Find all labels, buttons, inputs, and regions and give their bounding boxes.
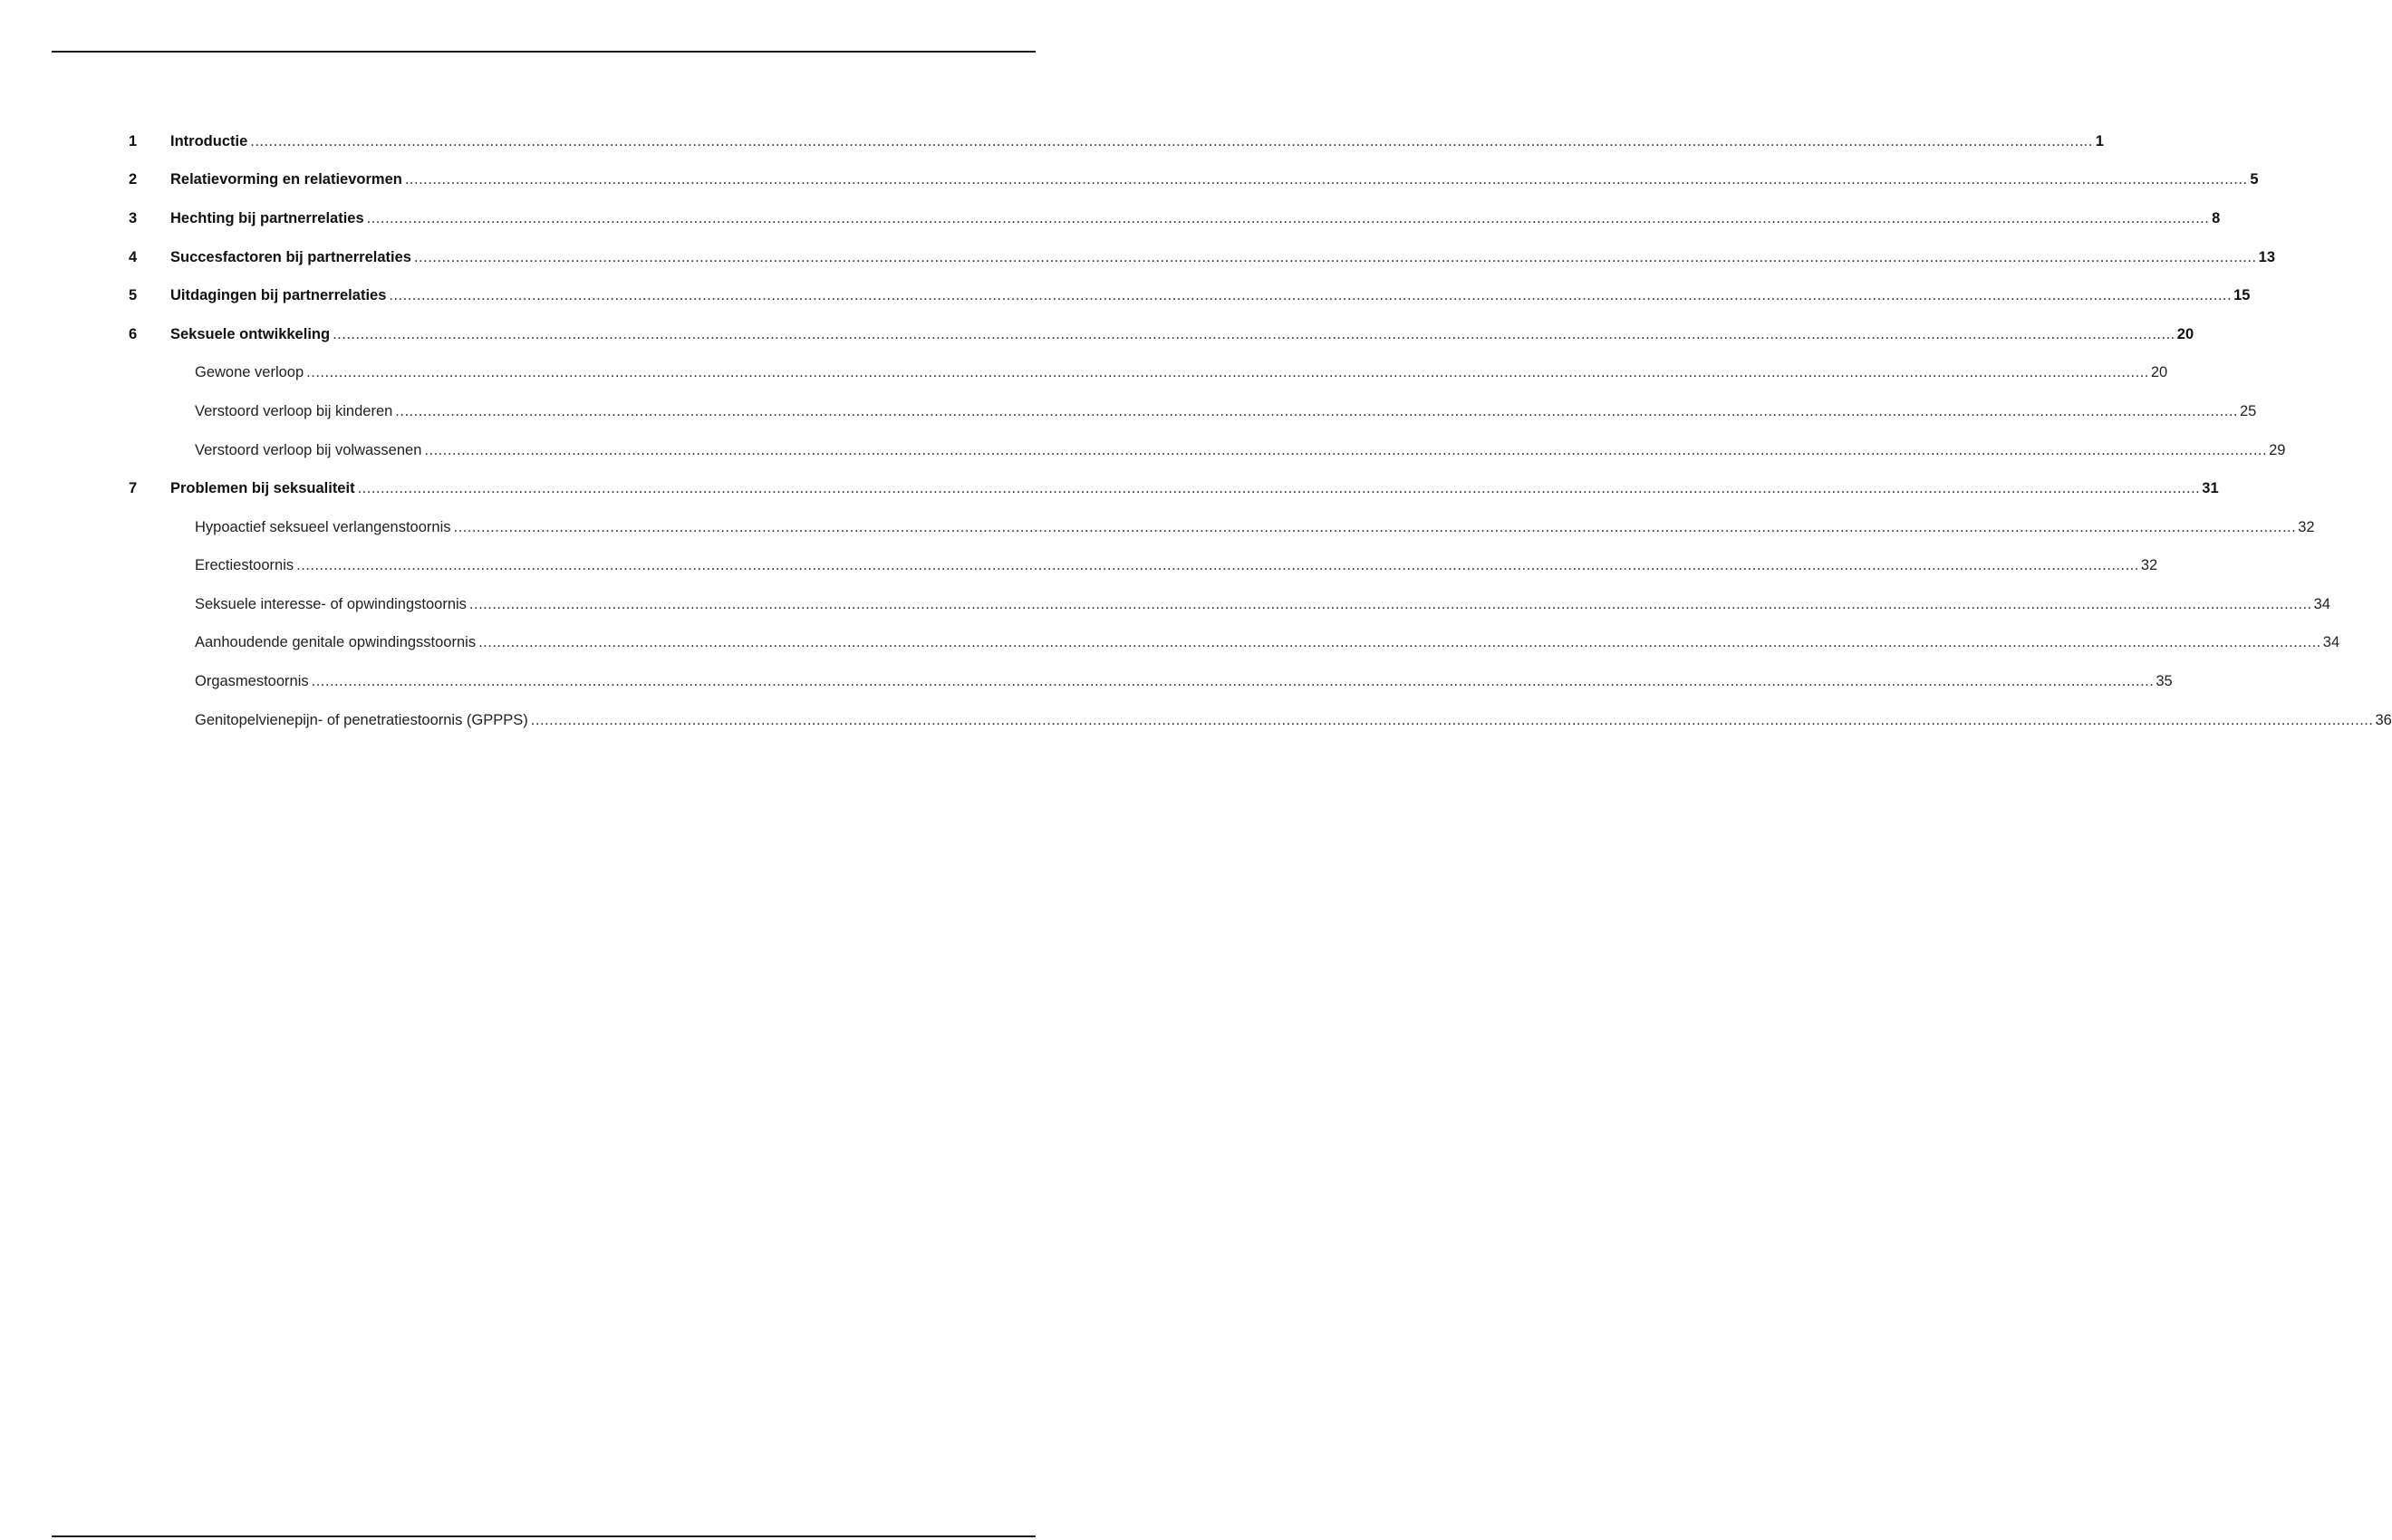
toc-page-number: 5 bbox=[2250, 171, 2259, 188]
toc-entry[interactable] bbox=[129, 322, 2194, 343]
toc-number: 3 bbox=[129, 210, 138, 226]
toc-title: Introductie bbox=[170, 133, 248, 149]
toc-title: Uitdagingen bij partnerrelaties bbox=[170, 287, 387, 303]
toc-number: 6 bbox=[129, 326, 138, 342]
dot-leader: ................................................................................................................................................................................................................................................................................................................................................................................................................ bbox=[424, 442, 2268, 458]
toc-title: Relatievorming en relatievormen bbox=[170, 171, 402, 188]
toc-title: Verstoord verloop bij volwassenen bbox=[195, 442, 422, 458]
toc-page-number: 8 bbox=[2212, 210, 2221, 226]
toc-subentry[interactable] bbox=[195, 399, 2257, 420]
toc-subentry[interactable] bbox=[195, 360, 2168, 381]
toc-page-number: 15 bbox=[2233, 287, 2251, 303]
toc-page-number: 32 bbox=[2140, 557, 2158, 573]
toc-page-number: 34 bbox=[2313, 596, 2330, 612]
toc-number: 1 bbox=[129, 133, 138, 149]
toc-entry[interactable] bbox=[129, 206, 2221, 227]
toc-subentry[interactable] bbox=[195, 438, 2286, 459]
toc-page-number: 34 bbox=[2322, 634, 2340, 650]
header-rule bbox=[52, 51, 1036, 53]
toc-page-number: 20 bbox=[2176, 326, 2194, 342]
dot-leader: ................................................................................................................................................................................................................................................................................................................................................................................................................ bbox=[296, 557, 2139, 573]
dot-leader: ................................................................................................................................................................................................................................................................................................................................................................................................................ bbox=[333, 326, 2175, 342]
toc-entry[interactable] bbox=[129, 283, 2251, 304]
toc-page-number: 35 bbox=[2156, 673, 2173, 689]
toc-title: Hypoactief seksueel verlangenstoornis bbox=[195, 519, 451, 535]
dot-leader: ................................................................................................................................................................................................................................................................................................................................................................................................................ bbox=[453, 519, 2297, 535]
footer-rule bbox=[52, 1535, 1036, 1537]
toc-title: Genitopelvienepijn- of penetratiestoornis (GPPPS) bbox=[195, 712, 528, 728]
toc-page-number: 1 bbox=[2095, 133, 2104, 149]
toc-title: Erectiestoornis bbox=[195, 557, 294, 573]
dot-leader: ................................................................................................................................................................................................................................................................................................................................................................................................................ bbox=[478, 634, 2321, 650]
toc-subentry[interactable] bbox=[195, 515, 2315, 536]
toc-page-number: 29 bbox=[2269, 442, 2286, 458]
toc-page-number: 31 bbox=[2202, 480, 2219, 496]
toc-entry[interactable] bbox=[129, 167, 2259, 188]
toc-entry[interactable] bbox=[129, 129, 2104, 150]
toc-subentry[interactable] bbox=[195, 553, 2158, 574]
toc-title: Succesfactoren bij partnerrelaties bbox=[170, 249, 411, 265]
toc-subentry[interactable] bbox=[195, 707, 2392, 729]
toc-page-number: 20 bbox=[2150, 364, 2168, 380]
toc-page-number: 25 bbox=[2240, 403, 2257, 419]
dot-leader: ................................................................................................................................................................................................................................................................................................................................................................................................................ bbox=[357, 480, 2201, 496]
dot-leader: ................................................................................................................................................................................................................................................................................................................................................................................................................ bbox=[468, 596, 2312, 612]
toc-title: Problemen bij seksualiteit bbox=[170, 480, 355, 496]
toc-title: Hechting bij partnerrelaties bbox=[170, 210, 364, 226]
toc-entry[interactable] bbox=[129, 476, 2219, 497]
toc-title: Seksuele interesse- of opwindingstoornis bbox=[195, 596, 467, 612]
toc-entry[interactable] bbox=[129, 245, 2276, 266]
dot-leader: ................................................................................................................................................................................................................................................................................................................................................................................................................ bbox=[306, 364, 2149, 380]
toc-title: Aanhoudende genitale opwindingsstoornis bbox=[195, 634, 477, 650]
toc-number: 2 bbox=[129, 171, 138, 188]
dot-leader: ................................................................................................................................................................................................................................................................................................................................................................................................................ bbox=[413, 249, 2257, 265]
toc-title: Orgasmestoornis bbox=[195, 673, 309, 689]
dot-leader: ................................................................................................................................................................................................................................................................................................................................................................................................................ bbox=[389, 287, 2233, 303]
toc-page-number: 32 bbox=[2298, 519, 2315, 535]
toc-title: Gewone verloop bbox=[195, 364, 304, 380]
toc-page-number: 36 bbox=[2375, 712, 2392, 728]
dot-leader: ................................................................................................................................................................................................................................................................................................................................................................................................................ bbox=[530, 712, 2374, 728]
dot-leader: ................................................................................................................................................................................................................................................................................................................................................................................................................ bbox=[250, 133, 2093, 149]
toc-title: Seksuele ontwikkeling bbox=[170, 326, 331, 342]
toc-number: 5 bbox=[129, 287, 138, 303]
toc-number: 7 bbox=[129, 480, 138, 496]
dot-leader: ................................................................................................................................................................................................................................................................................................................................................................................................................ bbox=[404, 171, 2248, 188]
dot-leader: ................................................................................................................................................................................................................................................................................................................................................................................................................ bbox=[311, 673, 2155, 689]
toc-number: 4 bbox=[129, 249, 138, 265]
toc-subentry[interactable] bbox=[195, 592, 2330, 613]
dot-leader: ................................................................................................................................................................................................................................................................................................................................................................................................................ bbox=[366, 210, 2210, 226]
toc-subentry[interactable] bbox=[195, 630, 2340, 651]
toc-subentry[interactable] bbox=[195, 669, 2173, 690]
dot-leader: ................................................................................................................................................................................................................................................................................................................................................................................................................ bbox=[395, 403, 2238, 419]
toc-title: Verstoord verloop bij kinderen bbox=[195, 403, 393, 419]
toc-page-number: 13 bbox=[2258, 249, 2276, 265]
